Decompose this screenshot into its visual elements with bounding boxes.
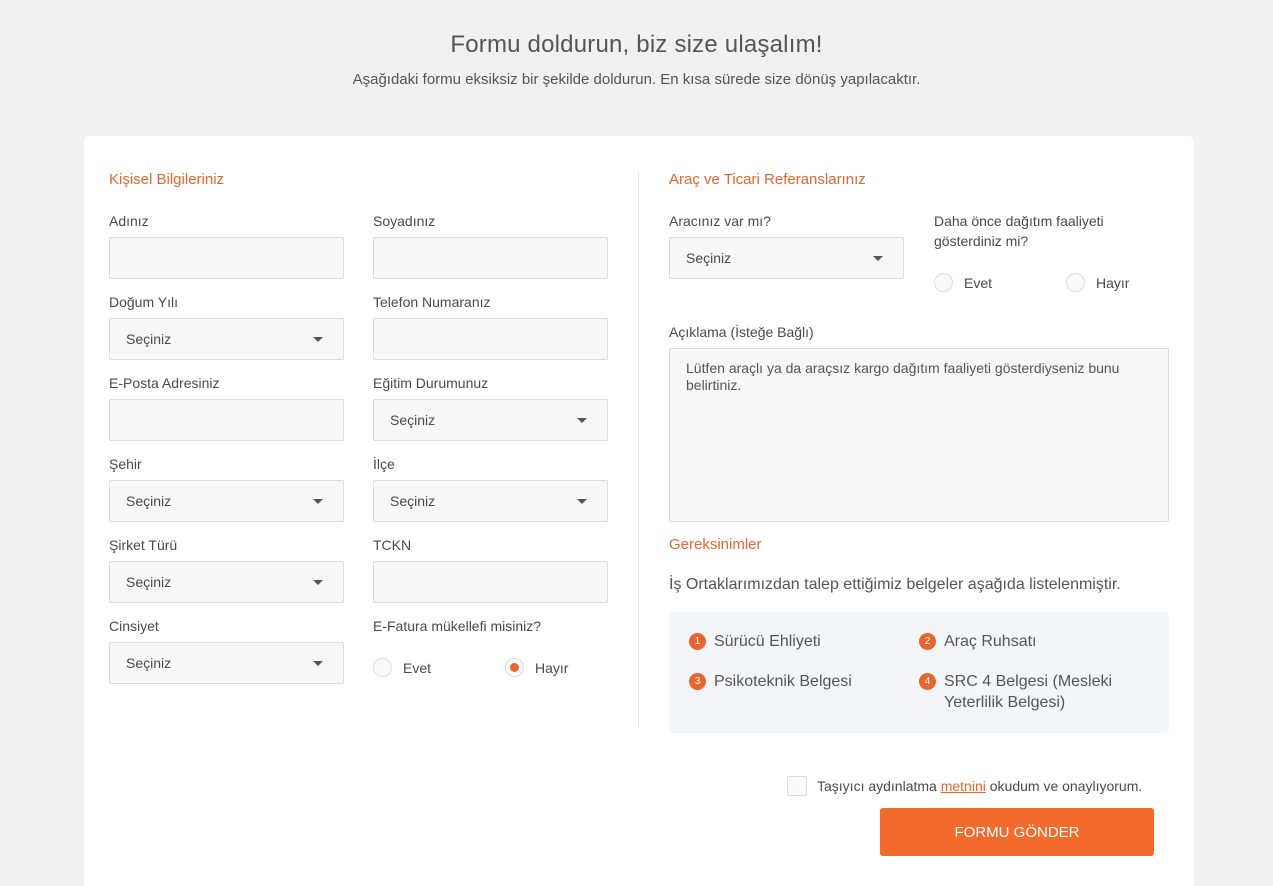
prior-no-label: Hayır: [1096, 274, 1130, 291]
company-type-select[interactable]: [109, 561, 344, 603]
tckn-label: TCKN: [373, 537, 412, 553]
number-badge: 4: [919, 673, 936, 690]
chevron-down-icon: [577, 499, 587, 504]
chevron-down-icon: [873, 256, 883, 261]
company-type-value: Seçiniz: [126, 574, 172, 590]
requirement-label-line1: SRC 4 Belgesi (Mesleki: [944, 673, 1113, 690]
education-value: Seçiniz: [390, 412, 436, 428]
page-title: Formu doldurun, biz size ulaşalım!: [450, 31, 823, 58]
efatura-label: E-Fatura mükellefi misiniz?: [373, 618, 542, 634]
efatura-yes-label: Evet: [403, 659, 432, 676]
chevron-down-icon: [313, 337, 323, 342]
number-badge: 1: [689, 633, 706, 650]
number-badge: 2: [919, 633, 936, 650]
city-select[interactable]: [109, 480, 344, 522]
chevron-down-icon: [313, 580, 323, 585]
submit-button[interactable]: FORMU GÖNDER: [880, 808, 1154, 856]
chevron-down-icon: [313, 661, 323, 666]
requirement-label-line2: Yeterlilik Belgesi): [944, 694, 1066, 711]
list-item: [689, 631, 821, 652]
list-item: [919, 631, 1036, 652]
prior-yes-option[interactable]: [934, 273, 992, 292]
surname-label: Soyadınız: [373, 213, 436, 229]
education-label: Eğitim Durumunuz: [373, 375, 489, 391]
birth-year-label: Doğum Yılı: [109, 294, 178, 310]
prior-yes-radio[interactable]: [934, 273, 953, 292]
radio-selected-dot: [510, 663, 519, 672]
name-label: Adınız: [109, 213, 149, 229]
consent-checkbox[interactable]: [787, 776, 807, 796]
description-label: Açıklama (İsteğe Bağlı): [669, 324, 814, 340]
personal-section-title: Kişisel Bilgileriniz: [109, 171, 225, 188]
form-card: [84, 136, 1194, 886]
education-select[interactable]: [373, 399, 608, 441]
efatura-no-label: Hayır: [535, 659, 569, 676]
gender-label: Cinsiyet: [109, 618, 159, 634]
phone-input[interactable]: [373, 318, 608, 360]
requirement-label: Araç Ruhsatı: [944, 633, 1037, 650]
efatura-no-option[interactable]: [505, 658, 568, 677]
birth-year-select[interactable]: [109, 318, 344, 360]
prior-yes-label: Evet: [964, 274, 993, 291]
name-input[interactable]: [109, 237, 344, 279]
district-value: Seçiniz: [390, 493, 436, 509]
description-textarea[interactable]: Lütfen araçlı ya da araçsız kargo dağıtım faaliyeti gösterdiyseniz bunu belirtiniz.: [669, 348, 1169, 522]
phone-label: Telefon Numaranız: [373, 294, 491, 310]
has-vehicle-select[interactable]: [669, 237, 904, 279]
chevron-down-icon: [313, 499, 323, 504]
efatura-yes-radio[interactable]: [373, 658, 392, 677]
requirements-intro: İş Ortaklarımızdan talep ettiğimiz belgeler aşağıda listelenmiştir.: [669, 576, 1121, 593]
district-label: İlçe: [373, 456, 395, 472]
list-item: [919, 671, 1112, 713]
prior-label-line2: gösterdiniz mi?: [934, 233, 1029, 249]
gender-value: Seçiniz: [126, 655, 172, 671]
company-type-label: Şirket Türü: [109, 537, 178, 553]
requirement-label: Psikoteknik Belgesi: [714, 673, 852, 690]
page-subtitle: Aşağıdaki formu eksiksiz bir şekilde doldurun. En kısa sürede size dönüş yapılacaktır.: [352, 71, 921, 88]
page-header: [0, 0, 1273, 88]
consent-text: [817, 778, 1142, 794]
requirements-list: [669, 612, 1169, 733]
email-label: E-Posta Adresiniz: [109, 375, 220, 391]
list-item: [689, 671, 852, 692]
tckn-input[interactable]: [373, 561, 608, 603]
email-input[interactable]: [109, 399, 344, 441]
city-value: Seçiniz: [126, 493, 172, 509]
prior-distribution-label: [934, 211, 1104, 251]
efatura-no-radio[interactable]: [505, 658, 524, 677]
requirement-label: Sürücü Ehliyeti: [714, 633, 821, 650]
vehicle-section-title: Araç ve Ticari Referanslarınız: [669, 171, 866, 188]
requirement-label: [944, 671, 1112, 713]
birth-year-value: Seçiniz: [126, 331, 172, 347]
district-select[interactable]: [373, 480, 608, 522]
consent-text-after: okudum ve onaylıyorum.: [985, 778, 1143, 794]
has-vehicle-label: Aracınız var mı?: [669, 213, 771, 229]
chevron-down-icon: [577, 418, 587, 423]
column-divider: [638, 172, 639, 728]
prior-no-radio[interactable]: [1066, 273, 1085, 292]
efatura-yes-option[interactable]: [373, 658, 431, 677]
consent-text-before: Taşıyıcı aydınlatma: [817, 778, 941, 794]
surname-input[interactable]: [373, 237, 608, 279]
city-label: Şehir: [109, 456, 142, 472]
requirements-section-title: Gereksinimler: [669, 536, 762, 553]
prior-label-line1: Daha önce dağıtım faaliyeti: [934, 213, 1104, 229]
gender-select[interactable]: [109, 642, 344, 684]
has-vehicle-value: Seçiniz: [686, 250, 732, 266]
consent-row: [787, 776, 1142, 796]
number-badge: 3: [689, 673, 706, 690]
consent-link[interactable]: metnini: [940, 778, 986, 794]
prior-no-option[interactable]: [1066, 273, 1129, 292]
